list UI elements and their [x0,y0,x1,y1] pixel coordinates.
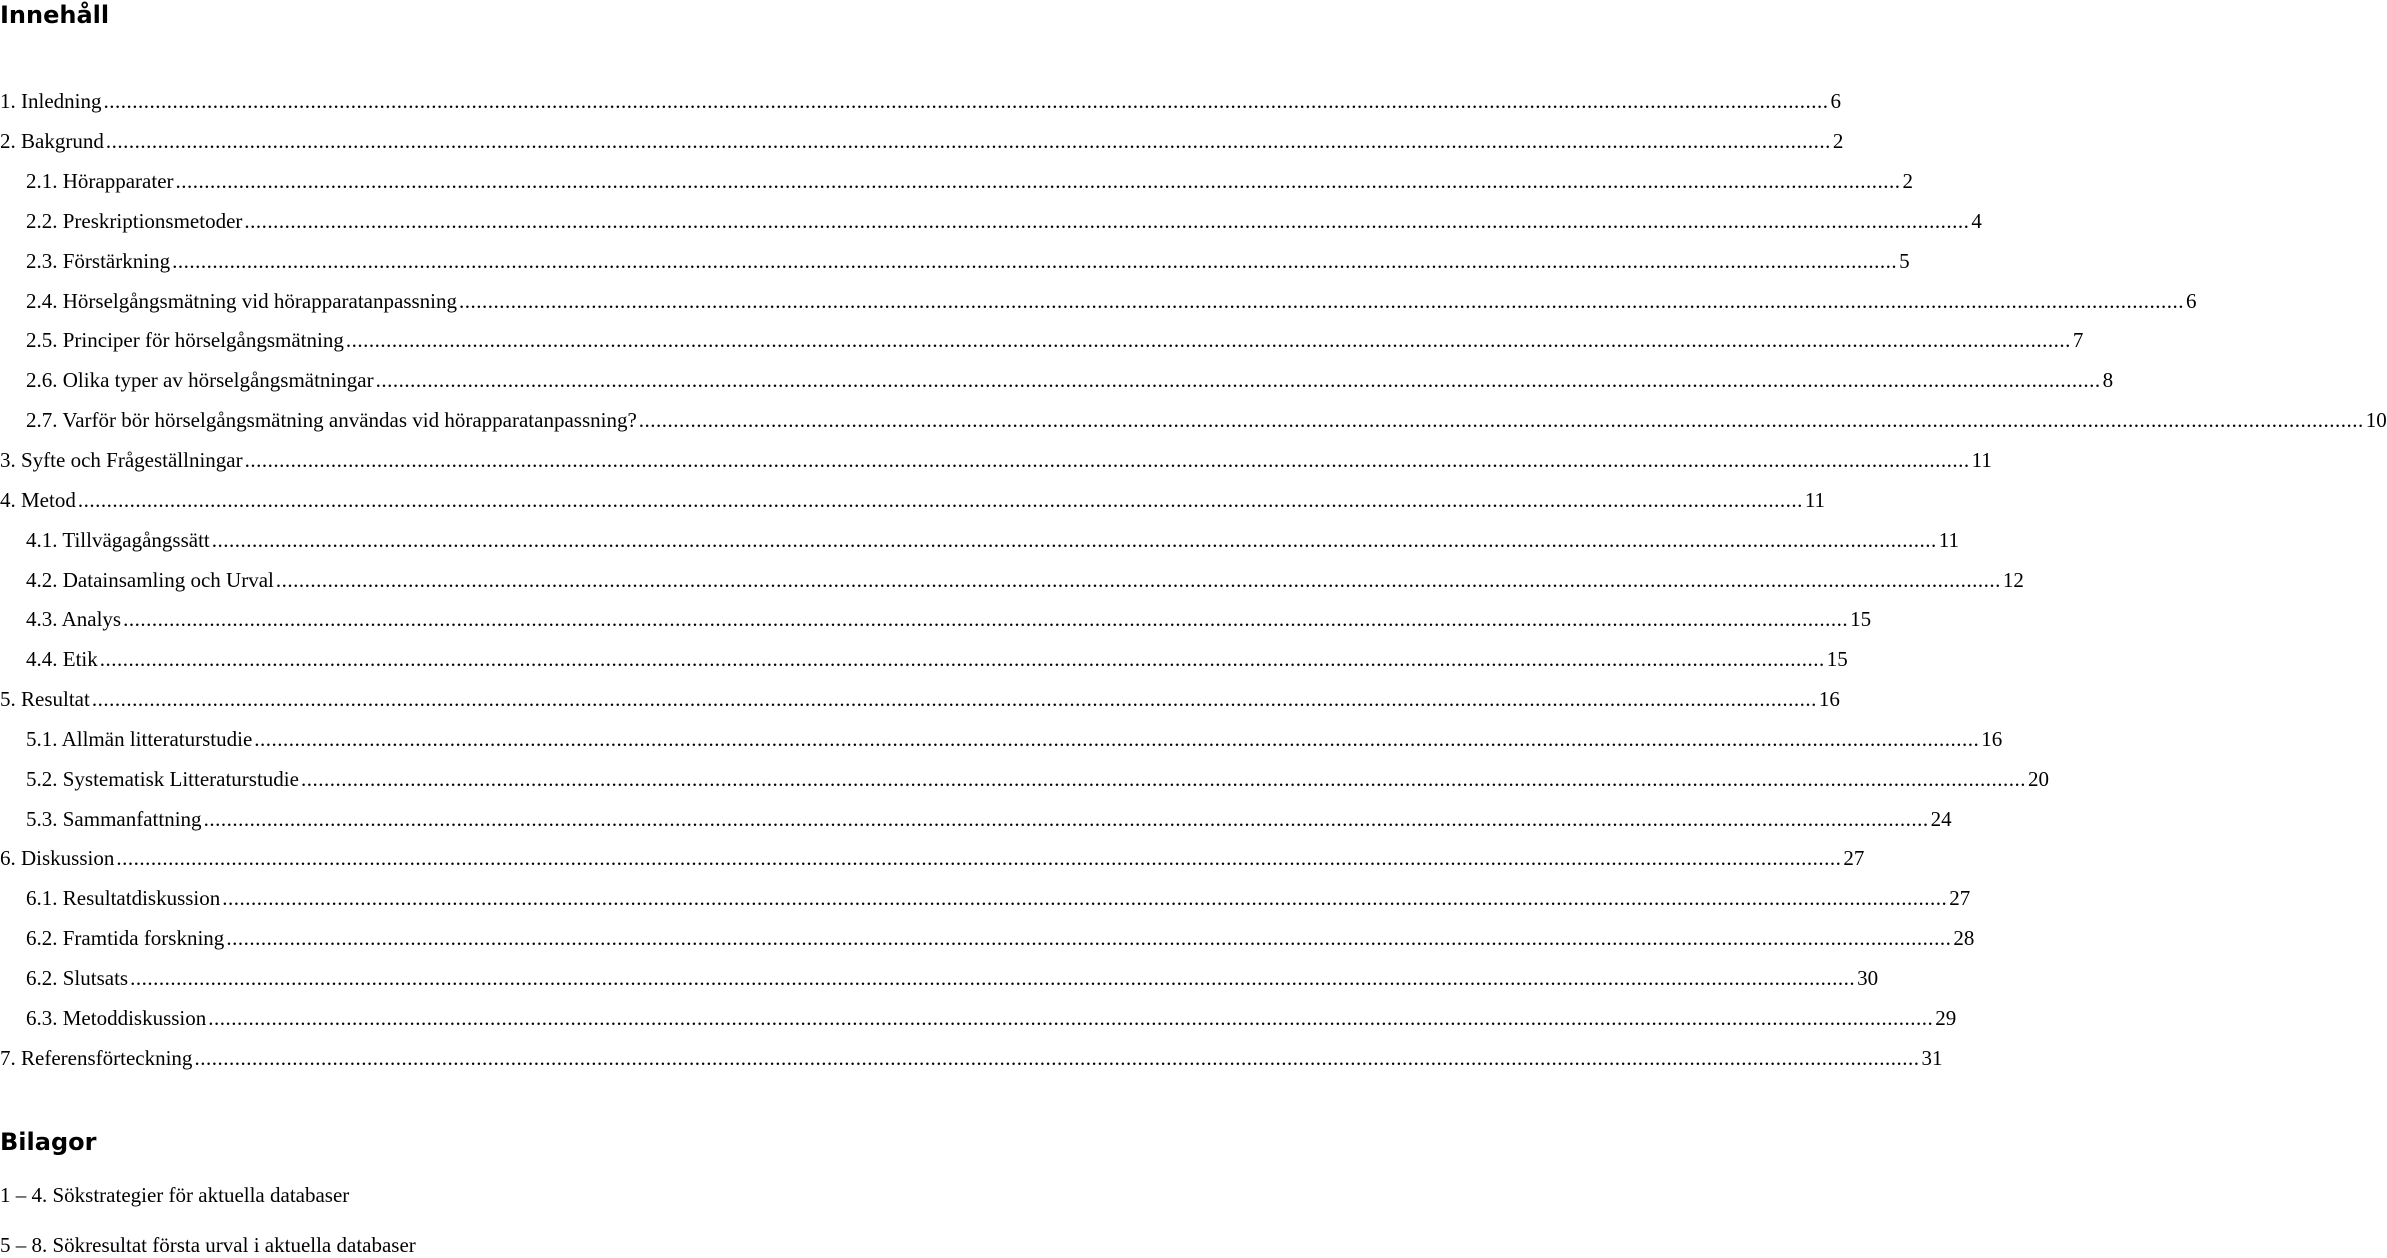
toc-entry-page-number: 4 [1971,208,1982,233]
toc-entry-page-number: 27 [1949,886,1971,911]
toc-entry-label: 5.3. Sammanfattning [26,806,202,831]
toc-entry-label: 3. Syfte och Frågeställningar [0,448,243,473]
dot-leader: ............................................................................................................................................................................................................................................................................................................ [345,328,2071,353]
toc-entry-label: 4. Metod [0,487,76,512]
toc-entry-page-number: 11 [1804,487,1826,512]
dot-leader: ............................................................................................................................................................................................................................................................................................................ [105,129,1831,154]
toc-entry[interactable] [0,281,2197,321]
dot-leader: ............................................................................................................................................................................................................................................................................................................ [175,169,1901,194]
toc-entry-page-number: 31 [1921,1045,1943,1070]
toc-entry-label: 6. Diskussion [0,846,115,871]
toc-entry-page-number: 16 [1818,687,1840,712]
dot-leader: ............................................................................................................................................................................................................................................................................................................ [254,726,1980,751]
dot-leader: ............................................................................................................................................................................................................................................................................................................ [130,965,1856,990]
toc-entry-label: 5. Resultat [0,687,90,712]
toc-heading: Innehåll [0,1,110,29]
toc-entry[interactable] [0,361,2114,401]
toc-entry-page-number: 6 [2186,288,2197,313]
dot-leader: ............................................................................................................................................................................................................................................................................................................ [244,448,1970,473]
toc-entry-page-number: 15 [1850,607,1872,632]
toc-entry-page-number: 11 [1938,527,1959,552]
dot-leader: ............................................................................................................................................................................................................................................................................................................ [638,408,2364,433]
toc-entry-label: 2. Bakgrund [0,129,104,154]
toc-entry-page-number: 5 [1899,248,1910,273]
dot-leader: ............................................................................................................................................................................................................................................................................................................ [275,567,2001,592]
toc-entry-label: 2.1. Hörapparater [26,169,174,194]
toc-entry-page-number: 16 [1981,726,2003,751]
toc-entry[interactable] [0,839,1865,879]
toc-entry[interactable] [0,998,1957,1038]
toc-entry-page-number: 6 [1830,89,1841,114]
toc-entry[interactable] [0,799,1952,839]
dot-leader: ............................................................................................................................................................................................................................................................................................................ [194,1045,1920,1070]
dot-leader: ............................................................................................................................................................................................................................................................................................................ [300,766,2026,791]
dot-leader: ............................................................................................................................................................................................................................................................................................................ [244,208,1970,233]
toc-entry[interactable] [0,520,1959,560]
dot-leader: ............................................................................................................................................................................................................................................................................................................ [203,806,1929,831]
dot-leader: ............................................................................................................................................................................................................................................................................................................ [208,1005,1934,1030]
toc-entry-label: 4.3. Analys [26,607,122,632]
toc-entry-label: 6.2. Framtida forskning [26,926,225,951]
toc-entry-label: 5.2. Systematisk Litteraturstudie [26,766,299,791]
toc-entry-page-number: 10 [2365,408,2387,433]
toc-entry-label: 2.2. Preskriptionsmetoder [26,208,243,233]
dot-leader: ............................................................................................................................................................................................................................................................................................................ [116,846,1842,871]
appendix-item: 5 – 8. Sökresultat första urval i aktuella databaser [0,1233,416,1257]
toc-entry-page-number: 2 [1832,129,1844,154]
toc-entry-page-number: 27 [1843,846,1865,871]
toc-entry[interactable] [0,959,1879,999]
toc-entry[interactable] [0,919,1975,959]
toc-entry[interactable] [0,480,1826,520]
toc-entry-label: 2.4. Hörselgångsmätning vid hörapparatanpassning [26,288,457,313]
toc-entry-label: 5.1. Allmän litteraturstudie [26,726,253,751]
dot-leader: ............................................................................................................................................................................................................................................................................................................ [77,487,1803,512]
toc-entry[interactable] [0,560,2024,600]
toc-entry-label: 2.6. Olika typer av hörselgångsmätningar [26,368,374,393]
dot-leader: ............................................................................................................................................................................................................................................................................................................ [99,647,1825,672]
toc-entry[interactable] [0,759,2049,799]
toc-entry-label: 7. Referensförteckning [0,1045,193,1070]
dot-leader: ............................................................................................................................................................................................................................................................................................................ [226,926,1952,951]
toc-entry[interactable] [0,600,1872,640]
toc-entry[interactable] [0,202,1982,242]
toc-entry[interactable] [0,82,1841,122]
toc-entry-label: 4.2. Datainsamling och Urval [26,567,274,592]
toc-entry-page-number: 2 [1902,169,1914,194]
toc-entry[interactable] [0,441,1992,481]
dot-leader: ............................................................................................................................................................................................................................................................................................................ [91,687,1817,712]
toc-entry-page-number: 8 [2102,368,2114,393]
toc-entry[interactable] [0,401,2387,441]
toc-entry-label: 6.2. Slutsats [26,965,129,990]
toc-entry-label: 4.4. Etik [26,647,98,672]
toc-entry-label: 6.3. Metoddiskussion [26,1005,207,1030]
toc-entry[interactable] [0,680,1840,720]
dot-leader: ............................................................................................................................................................................................................................................................................................................ [222,886,1948,911]
toc-entry-page-number: 7 [2072,328,2084,353]
toc-entry[interactable] [0,321,2084,361]
toc-entry-page-number: 20 [2027,766,2049,791]
toc-entry-page-number: 28 [1953,926,1975,951]
toc-entry-label: 2.5. Principer för hörselgångsmätning [26,328,344,353]
toc-entry[interactable] [0,1038,1943,1078]
appendix-heading: Bilagor [0,1128,97,1156]
toc-entry-page-number: 11 [1971,448,1992,473]
toc-entry-label: 2.7. Varför bör hörselgångsmätning användas vid hörapparatanpassning? [26,408,637,433]
dot-leader: ............................................................................................................................................................................................................................................................................................................ [211,527,1937,552]
toc-entry[interactable] [0,122,1844,162]
table-of-contents [0,82,2387,1078]
toc-entry-page-number: 12 [2002,567,2024,592]
appendix-item: 1 – 4. Sökstrategier för aktuella databaser [0,1183,350,1207]
dot-leader: ............................................................................................................................................................................................................................................................................................................ [103,89,1829,114]
toc-entry-label: 1. Inledning [0,89,102,114]
toc-entry-label: 2.3. Förstärkning [26,248,171,273]
toc-entry[interactable] [0,879,1971,919]
toc-entry-page-number: 24 [1930,806,1952,831]
toc-entry-page-number: 15 [1826,647,1848,672]
dot-leader: ............................................................................................................................................................................................................................................................................................................ [375,368,2101,393]
toc-entry[interactable] [0,720,2003,760]
dot-leader: ............................................................................................................................................................................................................................................................................................................ [172,248,1898,273]
toc-entry-label: 4.1. Tillvägagångssätt [26,527,210,552]
toc-entry-label: 6.1. Resultatdiskussion [26,886,221,911]
toc-entry[interactable] [0,162,1914,202]
toc-entry-page-number: 29 [1935,1005,1957,1030]
dot-leader: ............................................................................................................................................................................................................................................................................................................ [123,607,1849,632]
toc-entry[interactable] [0,241,1910,281]
dot-leader: ............................................................................................................................................................................................................................................................................................................ [459,288,2184,313]
toc-entry-page-number: 30 [1857,965,1879,990]
toc-entry[interactable] [0,640,1848,680]
